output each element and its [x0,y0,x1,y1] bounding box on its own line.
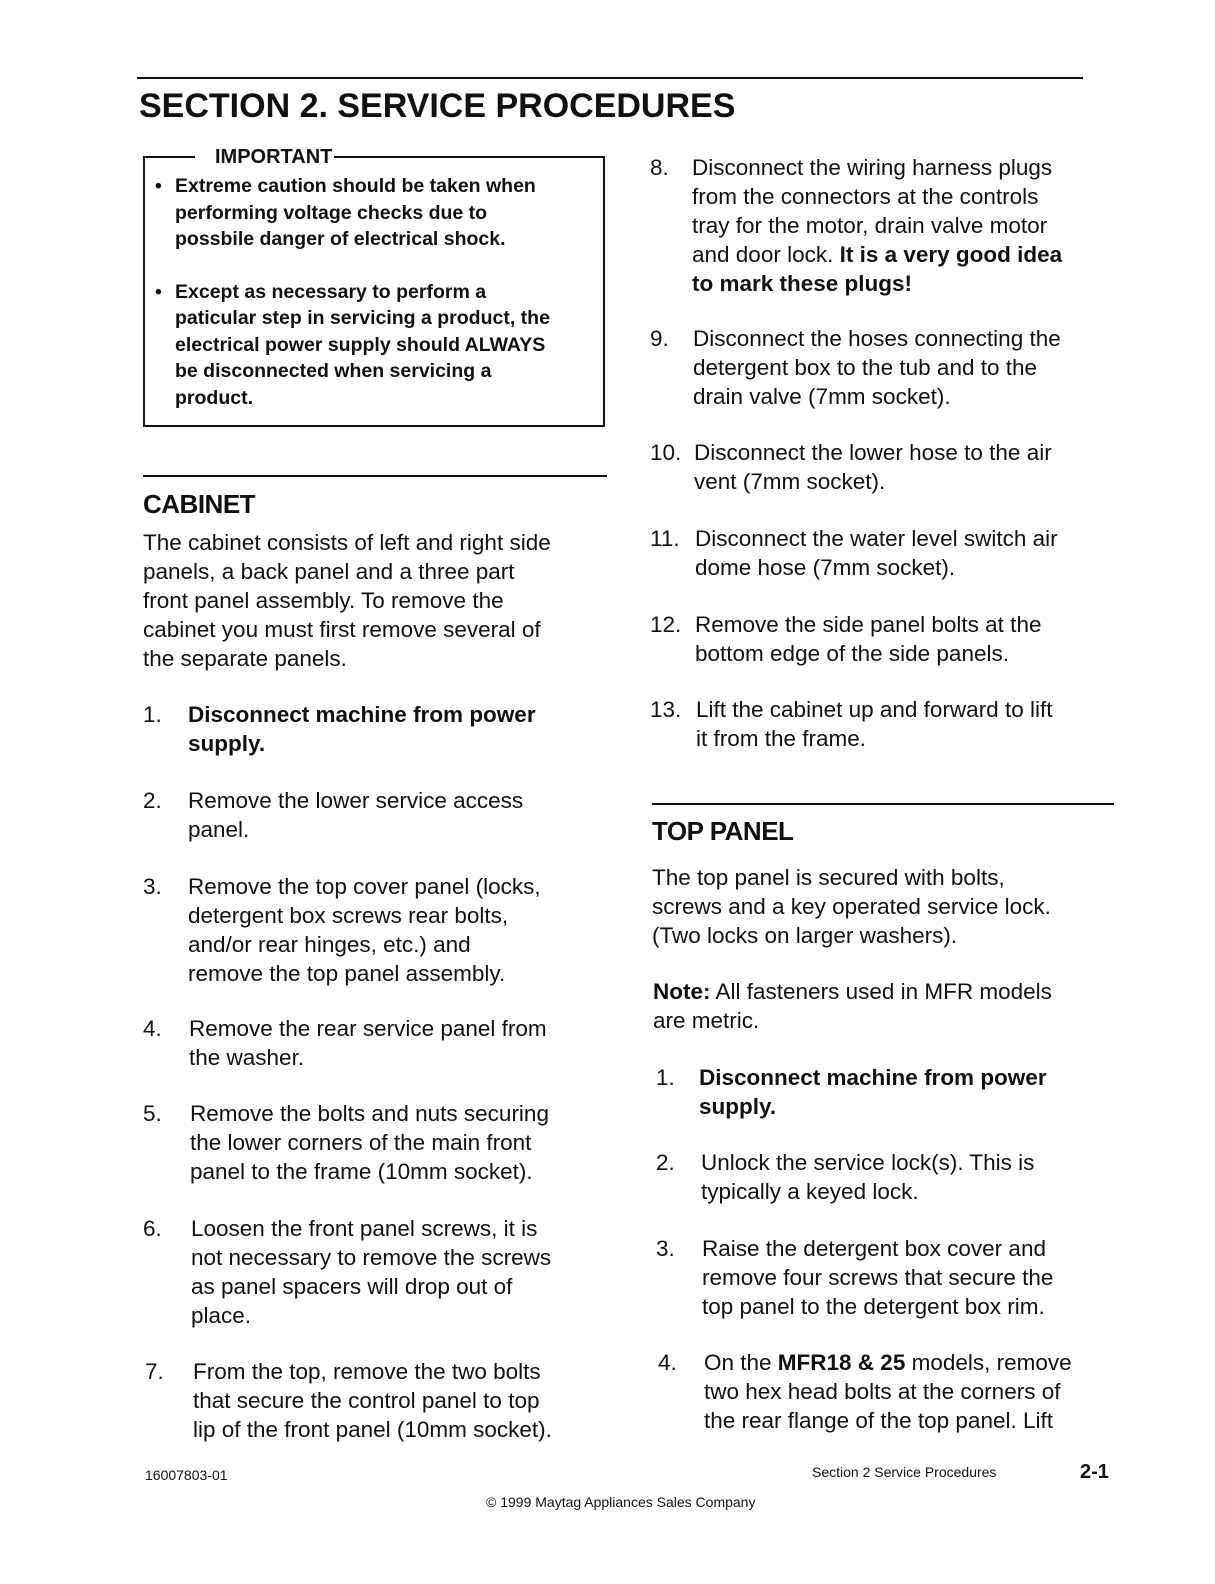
cabinet-step-1: 1. Disconnect machine from power supply. [143,702,536,756]
cabinet-step-9: 9. Disconnect the hoses connecting the detergent box to the tub and to the drain valve (7mm socket). [650,326,1061,409]
page-number: 2-1 [1080,1461,1109,1483]
cabinet-step-8: 8. Disconnect the wiring harness plugs from the connectors at the controls tray for the motor, drain valve motor and door lock. It is a very good idea to mark these plugs! [650,155,1063,296]
top-panel-step-1: 1. Disconnect machine from power supply. [656,1065,1047,1119]
cabinet-rule [143,475,607,477]
right-column [650,153,1130,1435]
important-bullet: • Extreme caution should be taken when performing voltage checks due to possbile danger of electrical shock. [155,173,593,253]
title-rule [137,77,1083,79]
doc-number: 16007803-01 [145,1467,228,1483]
important-label: IMPORTANT [215,146,333,168]
cabinet-step-3: 3. Remove the top cover panel (locks, detergent box screws rear bolts, and/or rear hinges, etc.) and remove the top panel assembly. [143,874,541,986]
cabinet-step-7: 7. From the top, remove the two bolts that secure the control panel to top lip of the front panel (10mm socket). [145,1359,552,1442]
cabinet-step-5: 5. Remove the bolts and nuts securing the lower corners of the main front panel to the frame (10mm socket). [143,1101,549,1184]
page-title: SECTION 2. SERVICE PROCEDURES [139,87,736,125]
bullet-icon: • [155,280,162,303]
cabinet-step-10: 10. Disconnect the lower hose to the air vent (7mm socket). [650,440,1052,494]
cabinet-step-6: 6. Loosen the front panel screws, it is not necessary to remove the screws as panel spacers will drop out of place. [143,1216,552,1328]
top-panel-rule [652,803,1114,805]
cabinet-heading: CABINET [143,489,256,519]
cabinet-step-12: 12. Remove the side panel bolts at the bottom edge of the side panels. [650,612,1042,666]
footer-section: Section 2 Service Procedures [812,1464,997,1480]
copyright: © 1999 Maytag Appliances Sales Company [486,1494,756,1510]
cabinet-intro: The cabinet consists of left and right side panels, a back panel and a three part front panel assembly. To remove the cabinet you must first remove several of the separate panels. [143,530,551,671]
top-panel-intro: The top panel is secured with bolts, screws and a key operated service lock. (Two locks on larger washers). [652,865,1051,948]
cabinet-step-4: 4. Remove the rear service panel from the washer. [143,1016,547,1070]
top-panel-step-3: 3. Raise the detergent box cover and remove four screws that secure the top panel to the detergent box rim. [656,1236,1054,1319]
top-panel-heading: TOP PANEL [652,816,794,846]
top-panel-step-4: 4. On the MFR18 & 25 models, remove two hex head bolts at the corners of the rear flange of the top panel. Lift [658,1350,1072,1433]
bullet-icon: • [155,175,162,197]
important-box [143,145,605,427]
left-column [143,145,613,1444]
cabinet-step-11: 11. Disconnect the water level switch air dome hose (7mm socket). [650,526,1058,580]
top-panel-step-2: 2. Unlock the service lock(s). This is typically a keyed lock. [656,1150,1035,1204]
important-bullet: • Except as necessary to perform a paticular step in servicing a product, the electrical power supply should ALWAYS be disconnected when servicing a product. [155,279,593,412]
cabinet-step-13: 13. Lift the cabinet up and forward to lift it from the frame. [650,697,1053,751]
top-panel-note: Note: All fasteners used in MFR models are metric. [653,979,1052,1033]
cabinet-step-2: 2. Remove the lower service access panel. [143,788,524,842]
